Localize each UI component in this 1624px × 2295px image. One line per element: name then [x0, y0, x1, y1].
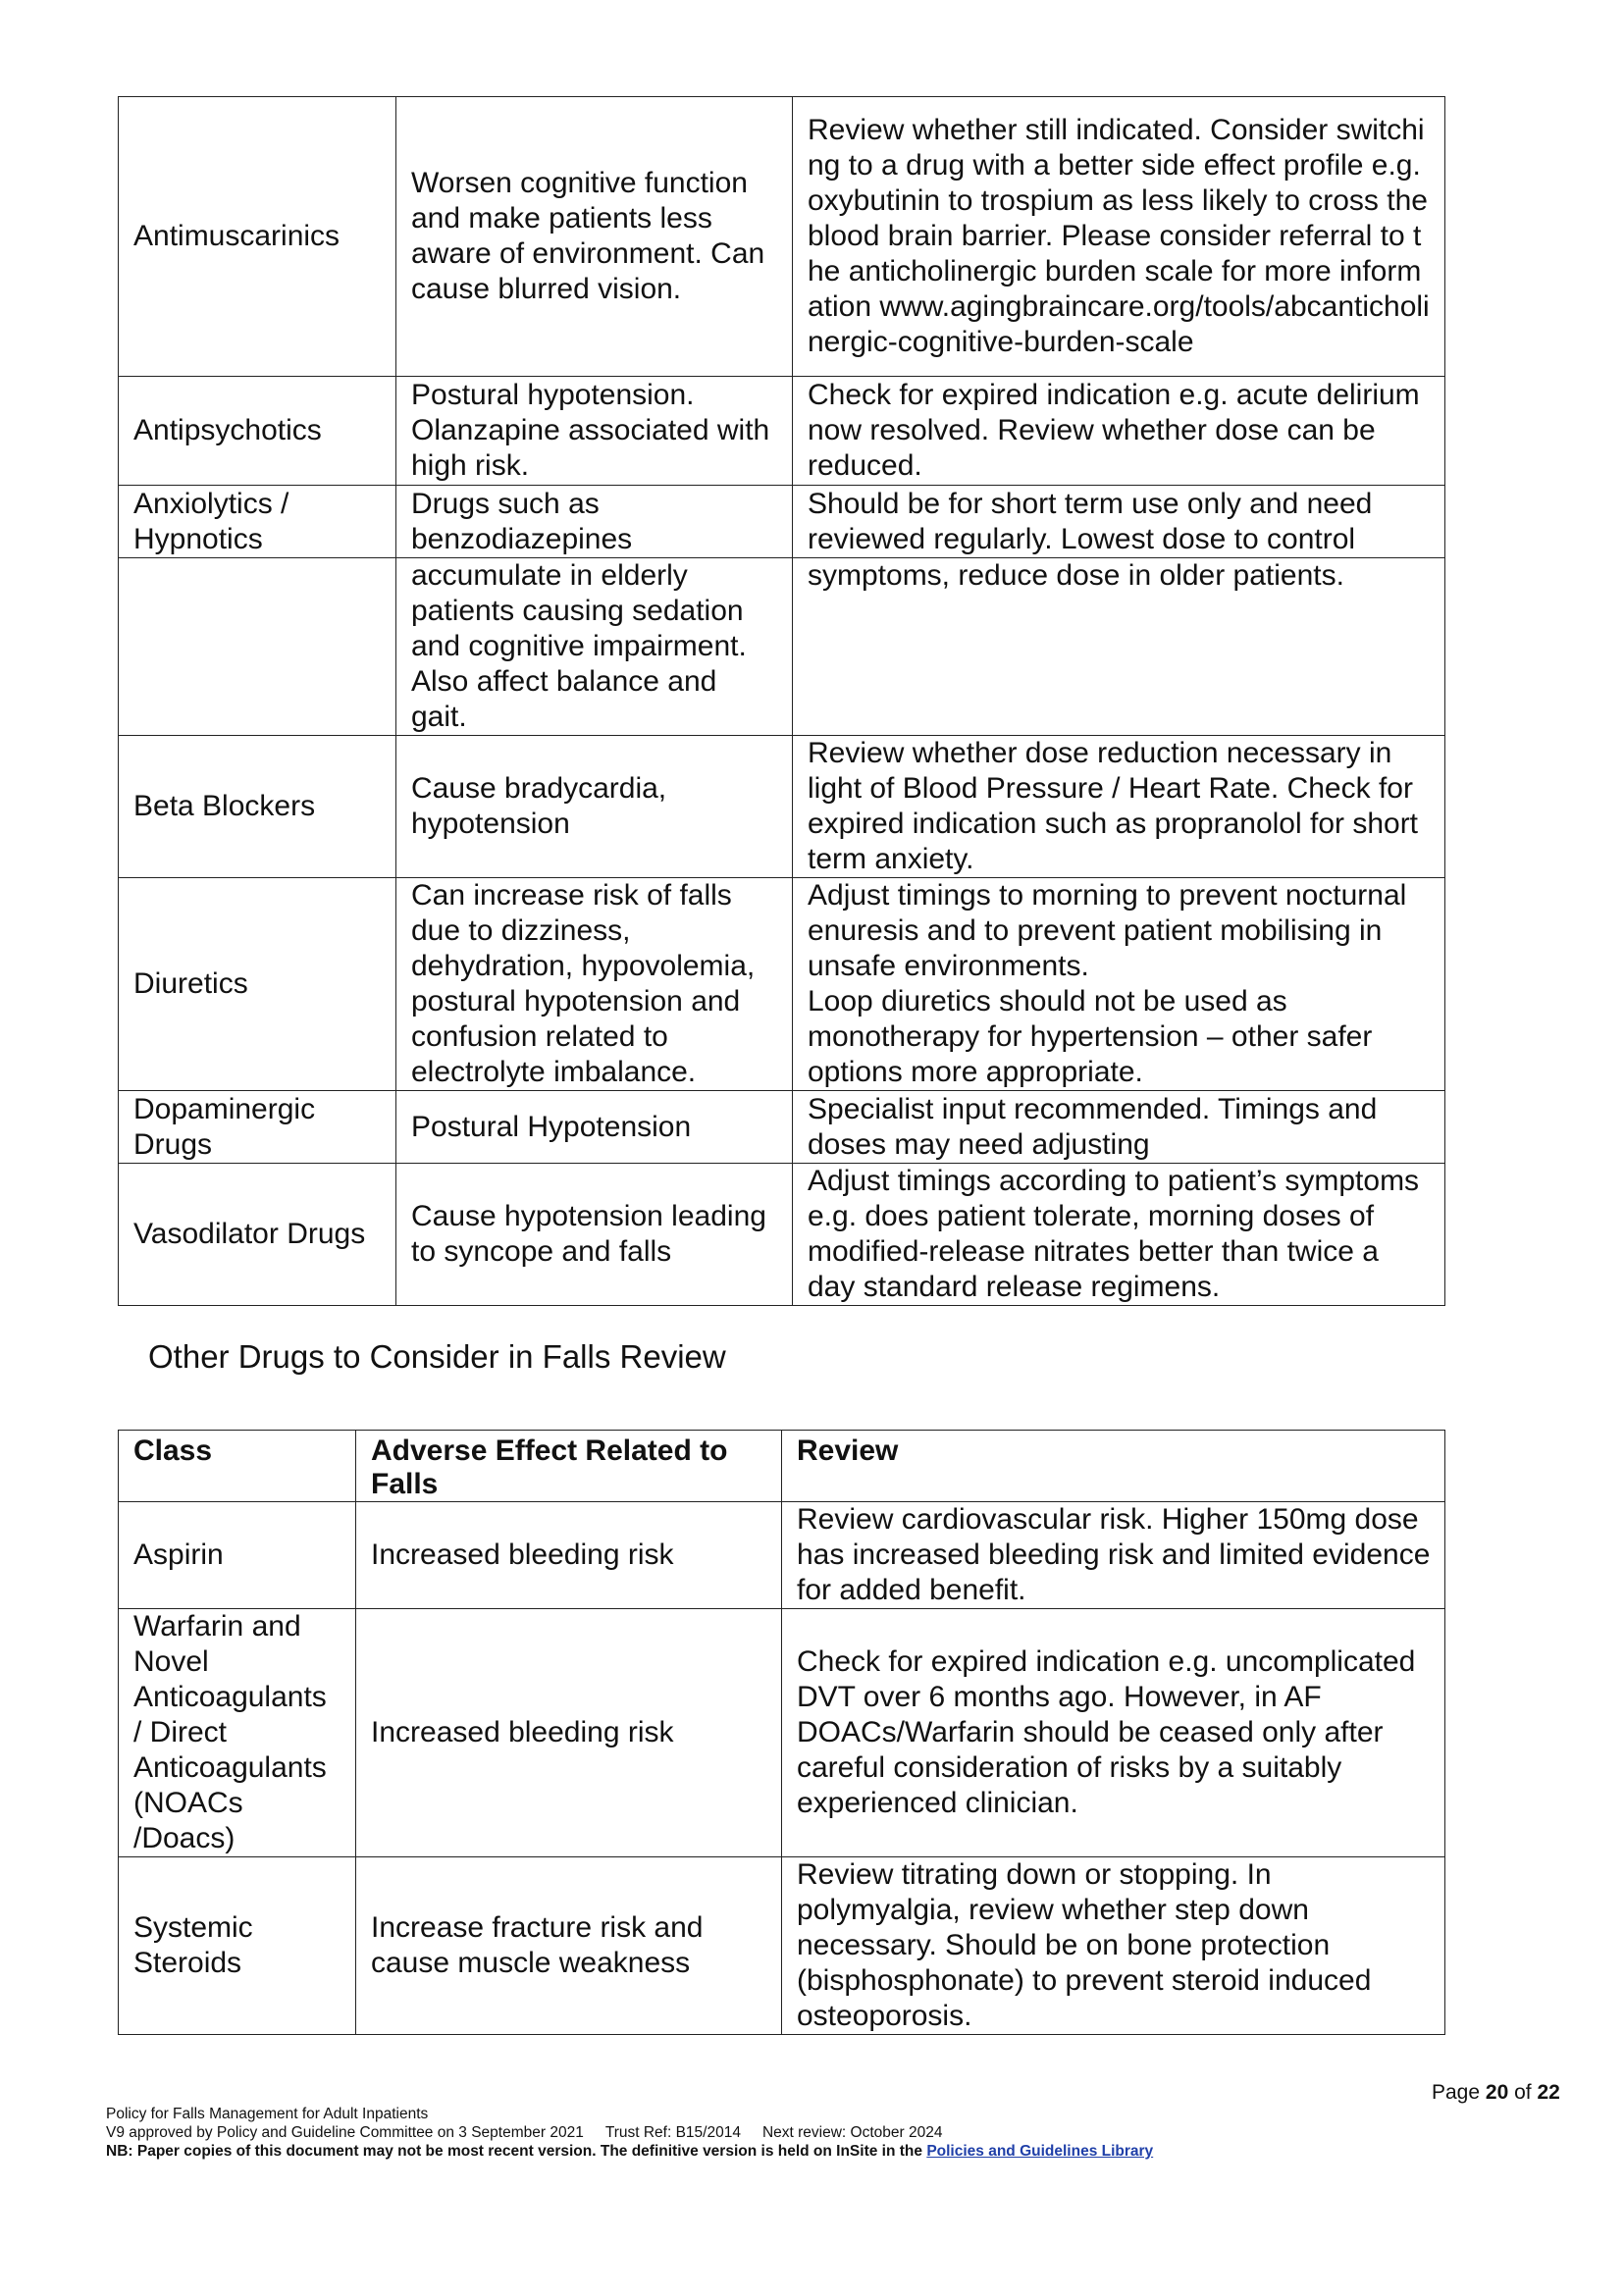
policies-library-link[interactable]: Policies and Guidelines Library	[926, 2143, 1154, 2160]
review-cell: Review whether still indicated. Consider switching to a drug with a better side effect profile e.g. oxybutinin to trospium as less likely to cross the blood brain barrier. Please consider referral to the anticholinergic burden scale for more information www.agingbraincare.org/tools/abcanticholinergic-cognitive-burden-scale	[793, 97, 1445, 377]
column-header-class: Class	[119, 1431, 356, 1502]
effect-cell: Increased bleeding risk	[356, 1609, 782, 1857]
table-row	[119, 1164, 1445, 1306]
next-review: Next review: October 2024	[761, 2124, 943, 2141]
class-cell: Diuretics	[119, 878, 396, 1091]
table-row	[119, 1857, 1445, 2035]
review-cell: Check for expired indication e.g. uncomplicated DVT over 6 months ago. However, in AF DOACs/Warfarin should be ceased only after careful consideration of risks by a suitably experienced clinician.	[782, 1609, 1445, 1857]
page-of-word: of	[1514, 2081, 1532, 2104]
footer-notice	[106, 2142, 1153, 2161]
review-line: Adjust timings to morning to prevent nocturnal enuresis and to prevent patient mobilising in unsafe environments.	[808, 879, 1407, 982]
effect-cell: Cause hypotension leading to syncope and falls	[396, 1164, 793, 1306]
effect-cell: Increased bleeding risk	[356, 1502, 782, 1609]
review-cell: Should be for short term use only and need reviewed regularly. Lowest dose to control	[793, 486, 1445, 558]
approval-text: V9 approved by Policy and Guideline Committee on 3 September 2021	[106, 2124, 584, 2141]
review-cell: Check for expired indication e.g. acute delirium now resolved. Review whether dose can be reduced.	[793, 377, 1445, 486]
page-word: Page	[1432, 2081, 1481, 2104]
review-line: Loop diuretics should not be used as monotherapy for hypertension – other safer options more appropriate.	[808, 985, 1373, 1088]
class-cell: Systemic Steroids	[119, 1857, 356, 2035]
notice-text: NB: Paper copies of this document may not be most recent version. The definitive version is held on InSite in the	[106, 2143, 922, 2160]
column-header-review: Review	[782, 1431, 1445, 1502]
class-cell: Anxiolytics / Hypnotics	[119, 486, 396, 558]
page-total: 22	[1537, 2081, 1560, 2104]
review-cell: Review titrating down or stopping. In polymyalgia, review whether step down necessary. Should be on bone protection (bisphosphonate) to prevent steroid induced osteoporosis.	[782, 1857, 1445, 2035]
footer-approval-line	[106, 2123, 1153, 2142]
table-row	[119, 486, 1445, 558]
review-cell: symptoms, reduce dose in older patients.	[793, 558, 1445, 736]
review-cell	[793, 878, 1445, 1091]
class-cell: Aspirin	[119, 1502, 356, 1609]
effect-cell: Postural Hypotension	[396, 1091, 793, 1164]
effect-cell: Drugs such as benzodiazepines	[396, 486, 793, 558]
drug-falls-table	[118, 96, 1445, 1306]
table-row	[119, 97, 1445, 377]
effect-cell: Postural hypotension. Olanzapine associated with high risk.	[396, 377, 793, 486]
page-number	[1432, 2081, 1560, 2105]
table-row	[119, 1502, 1445, 1609]
effect-cell: Cause bradycardia, hypotension	[396, 736, 793, 878]
column-header-effect: Adverse Effect Related to Falls	[356, 1431, 782, 1502]
class-cell: Beta Blockers	[119, 736, 396, 878]
document-footer	[106, 2105, 1153, 2161]
other-drugs-table	[118, 1430, 1445, 2035]
review-cell: Adjust timings according to patient’s symptoms e.g. does patient tolerate, morning doses of modified-release nitrates better than twice a day standard release regimens.	[793, 1164, 1445, 1306]
class-cell	[119, 558, 396, 736]
section-heading: Other Drugs to Consider in Falls Review	[148, 1338, 726, 1375]
class-cell: Vasodilator Drugs	[119, 1164, 396, 1306]
table-row	[119, 736, 1445, 878]
class-cell: Antimuscarinics	[119, 97, 396, 377]
table-row	[119, 878, 1445, 1091]
trust-ref: Trust Ref: B15/2014	[604, 2124, 741, 2141]
class-cell: Dopaminergic Drugs	[119, 1091, 396, 1164]
review-cell: Review cardiovascular risk. Higher 150mg dose has increased bleeding risk and limited evidence for added benefit.	[782, 1502, 1445, 1609]
class-cell: Warfarin and Novel Anticoagulants / Direct Anticoagulants (NOACs /Doacs)	[119, 1609, 356, 1857]
review-cell: Review whether dose reduction necessary in light of Blood Pressure / Heart Rate. Check for expired indication such as propranolol for short term anxiety.	[793, 736, 1445, 878]
table-row	[119, 1091, 1445, 1164]
table-row	[119, 1609, 1445, 1857]
effect-cell: Can increase risk of falls due to dizziness, dehydration, hypovolemia, postural hypotension and confusion related to electrolyte imbalance.	[396, 878, 793, 1091]
effect-cell: Worsen cognitive function and make patients less aware of environment. Can cause blurred vision.	[396, 97, 793, 377]
footer-title: Policy for Falls Management for Adult Inpatients	[106, 2106, 429, 2122]
page-current: 20	[1485, 2081, 1509, 2104]
table-row	[119, 377, 1445, 486]
table-header-row	[119, 1431, 1445, 1502]
effect-cell: Increase fracture risk and cause muscle weakness	[356, 1857, 782, 2035]
table-row	[119, 558, 1445, 736]
effect-cell: accumulate in elderly patients causing sedation and cognitive impairment. Also affect balance and gait.	[396, 558, 793, 736]
review-cell: Specialist input recommended. Timings and doses may need adjusting	[793, 1091, 1445, 1164]
class-cell: Antipsychotics	[119, 377, 396, 486]
